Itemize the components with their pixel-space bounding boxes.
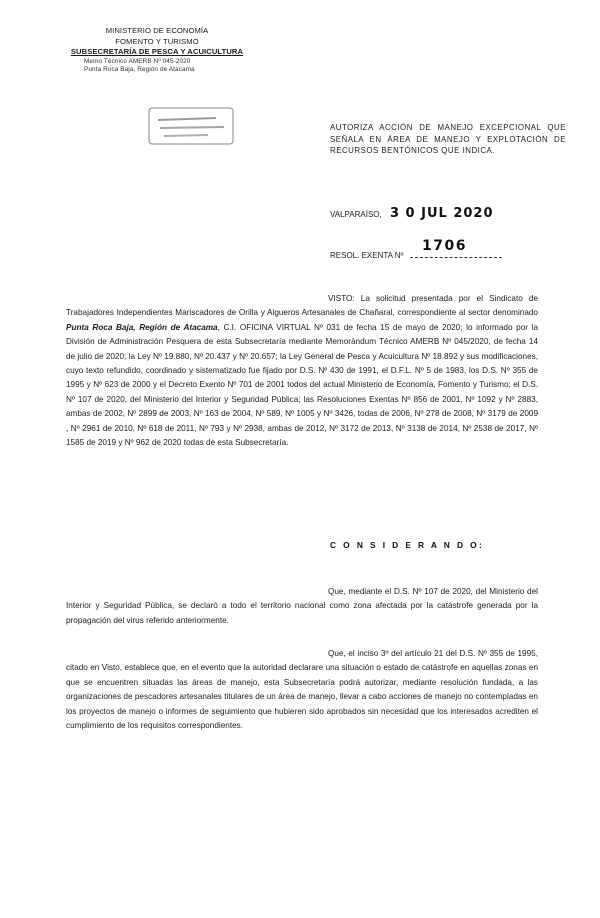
subsecretaria-name: SUBSECRETARÍA DE PESCA Y ACUICULTURA	[70, 47, 244, 57]
visto-paragraph	[66, 292, 538, 450]
date-stamp: 3 0 JUL 2020	[389, 206, 494, 221]
ministry-line-2: FOMENTO Y TURISMO	[115, 36, 199, 46]
resolution-subject: AUTORIZA ACCIÓN DE MANEJO EXCEPCIONAL QUE SEÑALA EN ÁREA DE MANEJO Y EXPLOTACIÓN DE RECURSOS BENTÓNICOS QUE INDICA.	[330, 123, 566, 155]
considerando-heading: C O N S I D E R A N D O:	[330, 540, 485, 550]
ministry-line-1: MINISTERIO DE ECONOMÍA	[105, 26, 209, 35]
considerando-paragraph-2: Que, el inciso 3º del artículo 21 del D.S. Nº 355 de 1995, citado en Visto, establece que, en el evento que la autoridad declarare una situación o estado de catástrofe en aquellas zonas en que se encuentren situadas las áreas de manejo, esta Subsecretaría podrá autorizar, mediante resolución fundada, a las organizaciones de pescadores artesanales titulares de un área de manejo, llevar a cabo acciones de manejo no contempladas en los proyectos de manejo o informes de seguimiento que hubieren sido aprobados sin necesidad que los interesados acrediten el cumplimiento de los requisitos correspondientes.	[66, 649, 538, 731]
memo-reference: Memo Técnico AMERB Nº 045-2020	[84, 57, 191, 65]
resolution-number-line	[330, 238, 502, 260]
visto-sector: Punta Roca Baja, Región de Atacama	[66, 322, 218, 332]
visto-lead: VISTO:	[328, 294, 355, 303]
considerando-paragraph-1: Que, mediante el D.S. Nº 107 de 2020, del Ministerio del Interior y Seguridad Pública, se declaró a todo el territorio nacional como zona afectada por la catástrofe generada por la propagación del virus referido anteriormente.	[66, 587, 538, 625]
resolution-number: 1706	[422, 238, 467, 254]
date-line	[330, 206, 494, 221]
letterhead	[62, 26, 252, 75]
visto-text-1: La solicitud presentada por el Sindicato de Trabajadores Independientes Mariscadores de Orilla y Algueros Artesanales de Chañaral, correspondiente al sector denominado	[66, 294, 538, 318]
resolution-label: RESOL. EXENTA Nº	[330, 251, 404, 260]
sector-reference: Punta Roca Baja, Región de Atacama	[84, 66, 195, 74]
visto-text-2: , C.I. OFICINA VIRTUAL Nº 031 de fecha 15 de mayo de 2020; lo informado por la División de Administración Pesquera de esta Subsecretaría mediante Memorándum Técnico AMERB Nº 045/2020, de fecha 14 de julio de 2020; la Ley Nº 19.880, Nº 20.437 y Nº 20.657; la Ley General de Pesca y Acuicultura Nº 18.892 y sus modificaciones, cuyo texto refundido, coordinado y sistematizado fue fijado por D.S. Nº 430 de 1991, el D.F.L. Nº 5 de 1983, los D.S. Nº 355 de 1995 y Nº 623 de 2000 y el Decreto Exento Nº 701 de 2001 todos del actual Ministerio de Economía, Fomento y Turismo; el D.S. Nº 107 de 2020, del Ministerio del Interior y Seguridad Pública; las Resoluciones Exentas Nº 856 de 2001, Nº 1092 y Nº 2883, ambas de 2002, Nº 2899 de 2003, Nº 163 de 2004, Nº 589, Nº 1005 y Nº 3426, todas de 2006, Nº 278 de 2008, Nº 3179 de 2009 , Nº 2961 de 2010, Nº 618 de 2011, Nº 793 y Nº 2938, ambas de 2012, Nº 3172 de 2013, Nº 3138 de 2014, Nº 2538 de 2017, Nº 1585 de 2019 y Nº 962 de 2020 todas de esta Subsecretaría.	[66, 322, 538, 448]
date-label: VALPARAÍSO,	[330, 210, 382, 219]
office-stamp-icon	[146, 104, 236, 148]
